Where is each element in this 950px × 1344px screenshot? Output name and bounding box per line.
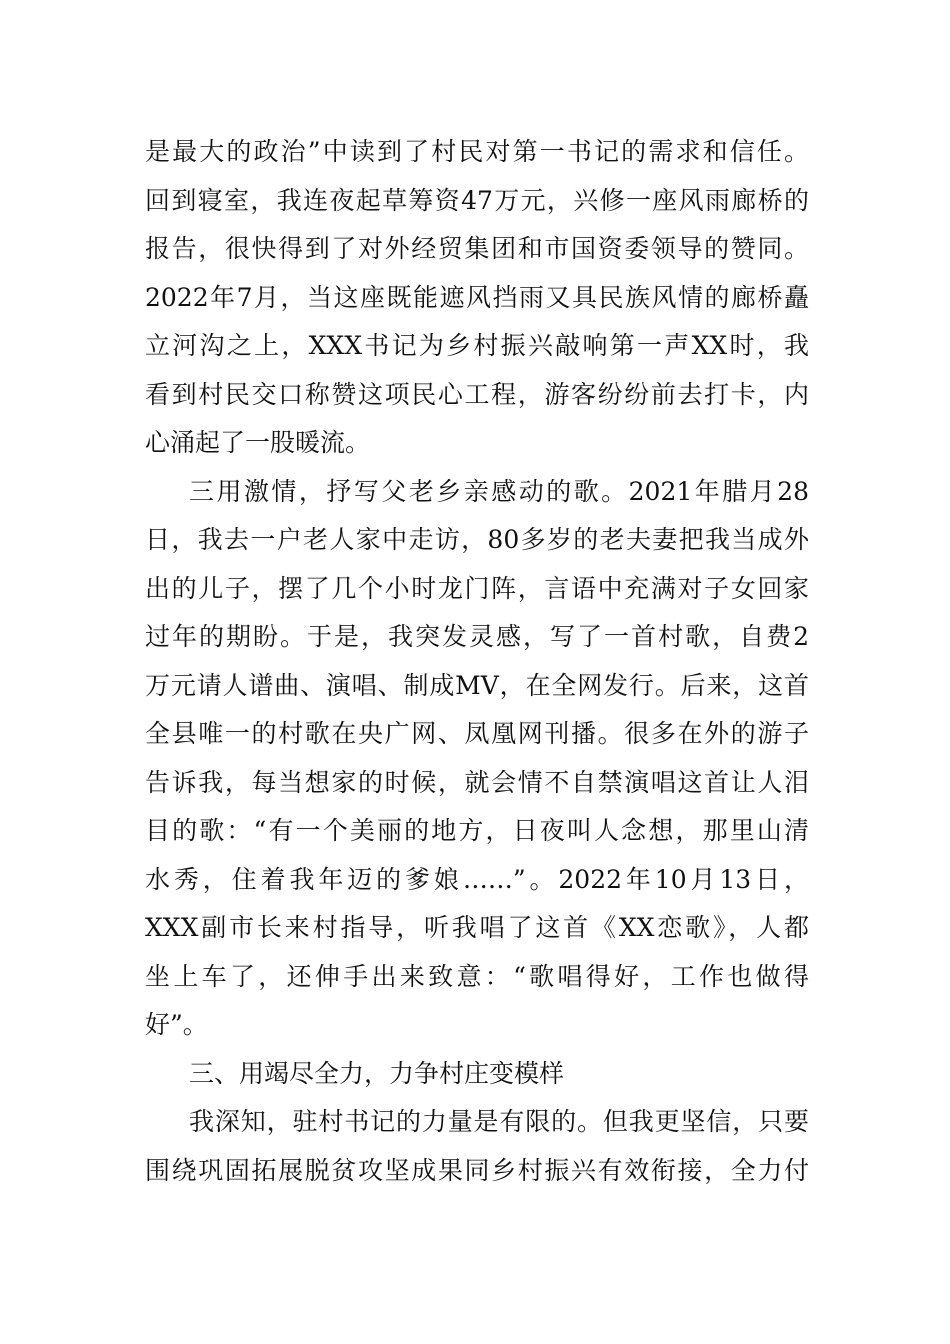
paragraph-line: 看到村民交口称赞这项民心工程，游客纷纷前去打卡，内 — [145, 379, 809, 409]
paragraph-line: 心涌起了一股暖流。 — [145, 428, 371, 457]
paragraph-line: 立河沟之上，XXX书记为乡村振兴敲响第一声XX时，我 — [145, 331, 809, 360]
section-heading: 三、用竭尽全力，力争村庄变模样 — [189, 1058, 565, 1088]
paragraph-line: XXX副市长来村指导，听我唱了这首《XX恋歌》，人都 — [145, 913, 809, 942]
paragraph-line: 坐上车了，还伸手出来致意：“歌唱得好，工作也做得 — [145, 961, 809, 991]
paragraph-line: 好”。 — [145, 1010, 208, 1039]
paragraph-line: 日，我去一户老人家中走访，80多岁的老夫妻把我当成外 — [145, 525, 809, 554]
paragraph-line: 告诉我，每当想家的时候，就会情不自禁演唱这首让人泪 — [145, 767, 809, 797]
paragraph-line: 过年的期盼。于是，我突发灵感，写了一首村歌，自费2 — [145, 622, 809, 651]
paragraph-line: 目的歌：“有一个美丽的地方，日夜叫人念想，那里山清 — [145, 816, 809, 845]
body-text — [145, 128, 809, 1195]
paragraph-line: 万元请人谱曲、演唱、制成MV，在全网发行。后来，这首 — [145, 670, 809, 700]
paragraph-line: 水秀，住着我年迈的爹娘……”。2022年10月13日， — [145, 864, 809, 894]
paragraph-line: 2022年7月，当这座既能遮风挡雨又具民族风情的廊桥矗 — [145, 282, 809, 312]
paragraph-line: 是最大的政治”中读到了村民对第一书记的需求和信任。 — [145, 137, 809, 166]
paragraph-line: 报告，很快得到了对外经贸集团和市国资委领导的赞同。 — [145, 234, 809, 263]
paragraph-line: 出的儿子，摆了几个小时龙门阵，言语中充满对子女回家 — [145, 573, 809, 603]
paragraph-line: 三用激情，抒写父老乡亲感动的歌。2021年腊月28 — [189, 476, 809, 506]
paragraph-line: 围绕巩固拓展脱贫攻坚成果同乡村振兴有效衔接，全力付 — [145, 1155, 809, 1185]
paragraph-line: 我深知，驻村书记的力量是有限的。但我更坚信，只要 — [189, 1107, 809, 1136]
paragraph-line: 回到寝室，我连夜起草筹资47万元，兴修一座风雨廊桥的 — [145, 185, 809, 215]
paragraph-line: 全县唯一的村歌在央广网、凤凰网刊播。很多在外的游子 — [145, 719, 809, 748]
